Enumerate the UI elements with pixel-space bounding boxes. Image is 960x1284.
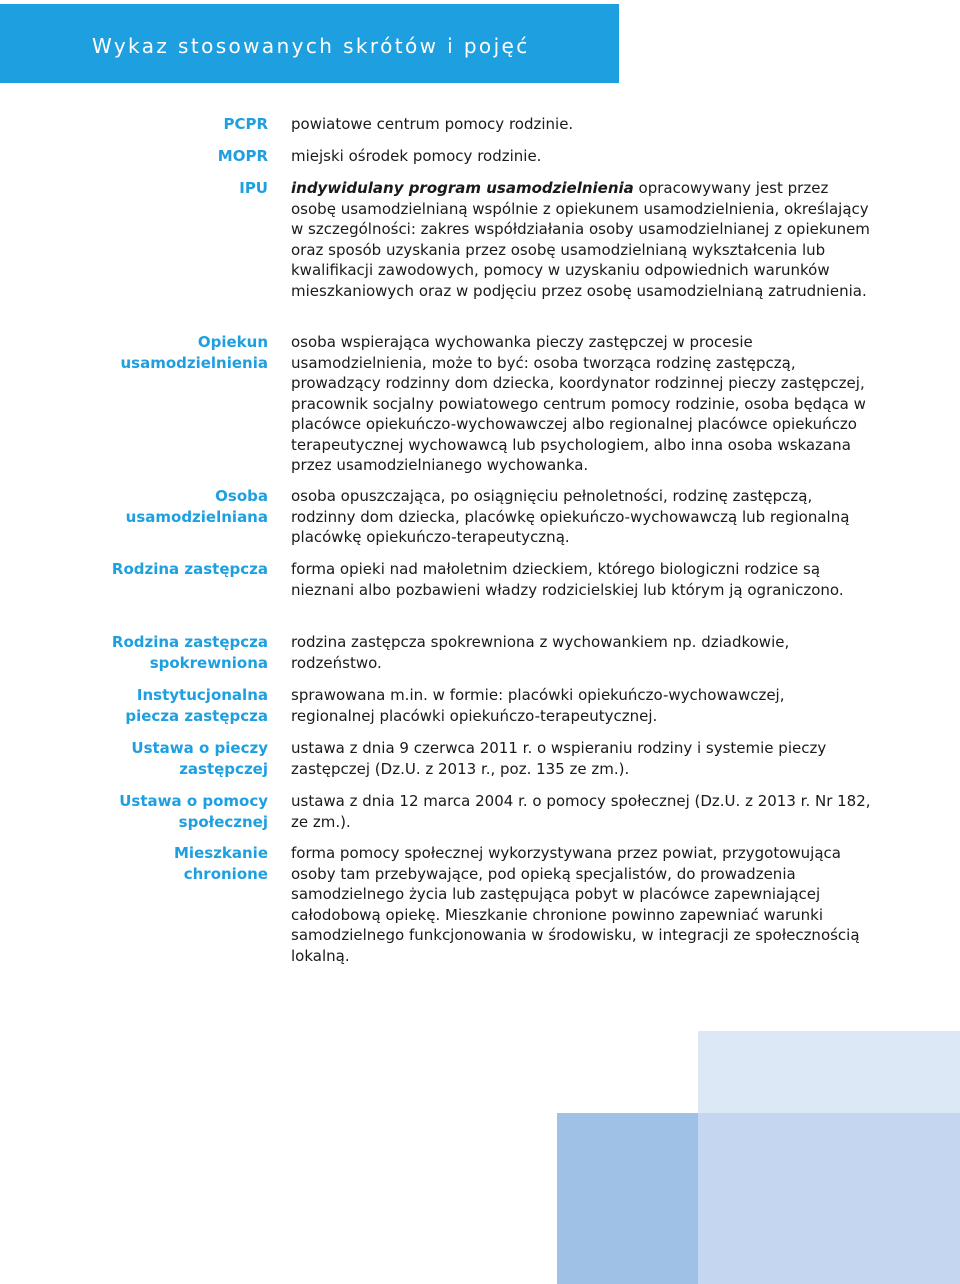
term-rodzina-spokrewniona: Rodzina zastępcza spokrewniona	[111, 633, 268, 672]
definition-instytucjonalna: sprawowana m.in. w formie: placówki opiekuńczo-wychowawczej, regionalnej placówki opiekuńczo-terapeutycznej.	[291, 686, 785, 725]
term-mopr: MOPR	[217, 147, 268, 165]
header-band	[0, 4, 619, 83]
definition-rodzina-zastepcza: forma opieki nad małoletnim dzieckiem, którego biologiczni rodzice są nieznani albo pozbawieni władzy rodzicielskiej lub którym ją ograniczono.	[291, 560, 844, 599]
term-ustawa-pomoc: Ustawa o pomocy społecznej	[119, 792, 268, 831]
term-mieszkanie: Mieszkanie chronione	[174, 844, 268, 883]
definition-opiekun: osoba wspierająca wychowanka pieczy zastępczej w procesie usamodzielnienia, może to być: osoba tworząca rodzinę zastępczą, prowadzący rodzinny dom dziecka, koordynator rodzinnej pieczy zastępczej, pracownik socjalny powiatowego centrum pomocy rodzinie, osoba będąca w placówce opiekuńczo-wychowawczej albo regionalnej placówce opiekuńczo terapeutycznej wychowawcą lub psychologiem, albo inna osoba wskazana przez usamodzielnianego wychowanka.	[291, 333, 866, 474]
definition-ustawa-piecza: ustawa z dnia 9 czerwca 2011 r. o wspieraniu rodziny i systemie pieczy zastępczej (Dz.U. z 2013 r., poz. 135 ze zm.).	[291, 739, 827, 778]
term-pcpr: PCPR	[223, 115, 268, 133]
page-title: Wykaz stosowanych skrótów i pojęć	[92, 34, 530, 58]
definition-mieszkanie: forma pomocy społecznej wykorzystywana przez powiat, przygotowująca osoby tam przebywające, pod opieką specjalistów, do prowadzenia samodzielnego życia lub zastępująca pobyt w placówce zapewniającej całodobową opiekę. Mieszkanie chronione powinno zapewniać warunki samodzielnego funkcjonowania w środowisku, w integracji ze społecznością lokalną.	[291, 844, 860, 965]
definition-rodzina-spokrewniona: rodzina zastępcza spokrewniona z wychowankiem np. dziadkowie, rodzeństwo.	[291, 633, 790, 672]
definition-ipu-text: opracowywany jest przez osobę usamodzielnianą wspólnie z opiekunem usamodzielnienia, określający w szczególności: zakres współdziałania osoby usamodzielnianej z opiekunem oraz sposób uzyskania przez osobę usamodzielnianą wykształcenia lub kwalifikacji zawodowych, pomocy w uzyskaniu odpowiednich warunków mieszkaniowych oraz w podjęciu przez osobę usamodzielnianą zatrudnienia.	[291, 179, 870, 300]
decorative-block-light	[698, 1031, 960, 1113]
decorative-block-mid	[698, 1113, 960, 1284]
definition-ustawa-pomoc: ustawa z dnia 12 marca 2004 r. o pomocy społecznej (Dz.U. z 2013 r. Nr 182, ze zm.).	[291, 792, 871, 831]
definition-mopr: miejski ośrodek pomocy rodzinie.	[291, 147, 542, 165]
term-rodzina-zastepcza: Rodzina zastępcza	[111, 560, 268, 578]
term-opiekun: Opiekun usamodzielnienia	[120, 333, 268, 372]
term-ustawa-piecza: Ustawa o pieczy zastępczej	[131, 739, 268, 778]
term-instytucjonalna: Instytucjonalna piecza zastępcza	[125, 686, 268, 725]
definition-pcpr: powiatowe centrum pomocy rodzinie.	[291, 115, 574, 133]
term-osoba: Osoba usamodzielniana	[125, 487, 268, 526]
decorative-block-dark	[557, 1113, 698, 1284]
term-ipu: IPU	[239, 179, 268, 197]
definition-osoba: osoba opuszczająca, po osiągnięciu pełnoletności, rodzinę zastępczą, rodzinny dom dziecka, placówkę opiekuńczo-wychowawczą lub regionalną placówkę opiekuńczo-terapeutyczną.	[291, 487, 850, 546]
definition-ipu-lead: indywidulany program usamodzielnienia	[291, 179, 634, 197]
definition-ipu	[291, 178, 871, 301]
